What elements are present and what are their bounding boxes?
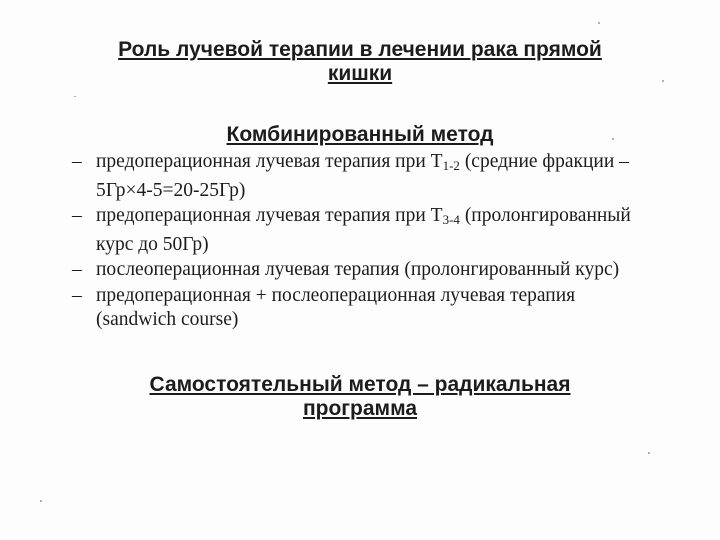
tumor-stage-subscript: 1-2 [442,158,460,173]
list-item-text [96,258,652,283]
page-title [0,38,720,86]
scan-speck [648,452,650,454]
list-item-text-part: предоперационная + послеоперационная лучевая терапия (sandwich course) [96,284,576,330]
tumor-stage-subscript: 3-4 [442,212,460,227]
list-item [72,204,652,257]
combined-method-list [72,150,652,334]
independent-heading-line-2: программа [302,397,418,420]
list-item [72,258,652,283]
title-line-2: кишки [327,62,393,85]
independent-method-heading [0,373,720,421]
list-item-text [96,150,652,203]
list-item-text-part: (пролонгированный курс до 50Гр) [96,205,631,255]
title-line-1: Роль лучевой терапии в лечении рака прямой [118,38,602,61]
list-item-text-part: (средние фракции – 5Гр×4-5=20-25Гр) [96,151,629,201]
scan-speck [74,96,76,97]
scan-speck [612,138,614,140]
list-item-text [96,284,652,333]
list-item-text-part: предоперационная лучевая терапия при T [96,205,443,226]
list-item-text-part: послеоперационная лучевая терапия (пролонгированный курс) [96,259,620,280]
list-dash: – [72,259,82,280]
combined-method-heading: Комбинированный метод [226,123,494,146]
list-item [72,150,652,203]
list-dash: – [72,205,82,226]
list-item [72,284,652,333]
list-item-text [96,204,652,257]
list-dash: – [72,151,82,172]
list-dash: – [72,284,82,306]
list-item-text-part: предоперационная лучевая терапия при T [96,151,443,172]
independent-heading-line-1: Самостоятельный метод – радикальная [149,373,571,396]
scan-speck [598,22,600,24]
scan-speck [40,500,42,502]
scan-speck [662,80,664,82]
